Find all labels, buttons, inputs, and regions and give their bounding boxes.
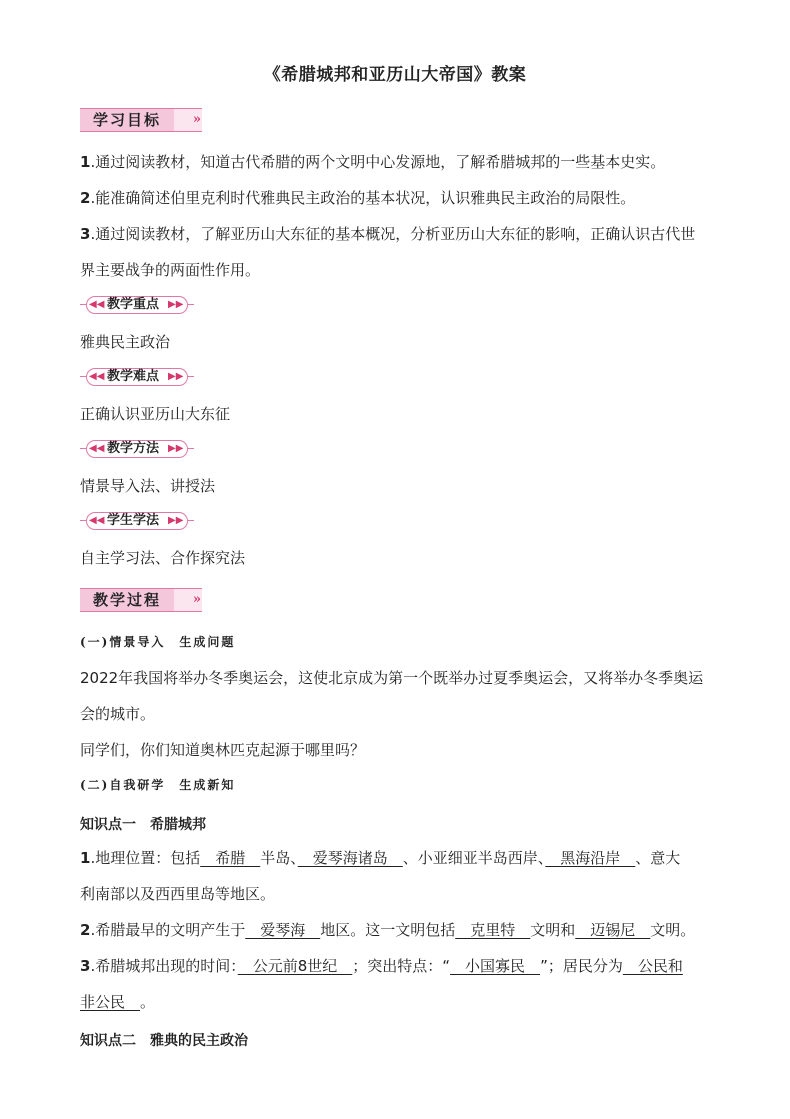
objective-number: 1 — [80, 153, 91, 171]
tag-label: 教学重点 — [107, 297, 160, 312]
item-number: 3 — [80, 957, 91, 975]
text: .希腊最早的文明产生于 — [90, 921, 246, 939]
text: 、意大 — [635, 849, 681, 867]
text: 地区。这一文明包括 — [320, 921, 456, 939]
text: 半岛、 — [260, 849, 298, 867]
blank-answer: 迈锡尼 — [575, 921, 651, 939]
tag-content: 正确认识亚历山大东征 — [80, 405, 231, 423]
tag-key-point — [80, 296, 194, 314]
arrow-left-icon: ◀◀ — [89, 443, 105, 454]
double-chevron-icon: » — [192, 112, 198, 127]
knowledge-point-heading: 知识点一 希腊城邦 — [80, 817, 206, 833]
text: ”；居民分为 — [540, 957, 623, 975]
objective-text: .通过阅读教材，了解亚历山大东征的基本概况，分析亚历山大东征的影响，正确认识古代世 — [90, 225, 696, 243]
blank-answer: 爱琴海诸岛 — [297, 849, 403, 867]
section-header-process — [80, 588, 202, 612]
item-1 — [80, 840, 745, 876]
question: 同学们，你们知道奥林匹克起源于哪里吗？ — [80, 741, 366, 759]
blank-answer: 希腊 — [200, 849, 261, 867]
text: ；突出特点：“ — [352, 957, 451, 975]
blank-answer: 小国寡民 — [450, 957, 541, 975]
text: .地理位置：包括 — [90, 849, 201, 867]
text: 文明和 — [530, 921, 576, 939]
blank-answer: 公民和 — [622, 957, 683, 975]
tag-label: 教学方法 — [107, 441, 160, 456]
arrow-right-icon: ▶▶ — [168, 515, 184, 526]
text: 文明。 — [650, 921, 696, 939]
knowledge-point-heading: 知识点二 雅典的民主政治 — [80, 1033, 248, 1049]
document-title: 《希腊城邦和亚历山大帝国》教案 — [263, 65, 527, 85]
text: 。 — [140, 993, 156, 1011]
item-number: 2 — [80, 921, 91, 939]
tag-student-method — [80, 512, 194, 530]
objective-3 — [80, 216, 745, 252]
tag-label: 教学难点 — [107, 369, 160, 384]
item-3-cont — [80, 984, 745, 1020]
blank-answer: 黑海沿岸 — [545, 849, 636, 867]
section-header-label: 学习目标 — [80, 109, 174, 131]
objective-number: 3 — [80, 225, 91, 243]
subsection-heading: (一)情景导入 生成问题 — [80, 635, 236, 649]
blank-answer: 公元前8世纪 — [237, 957, 353, 975]
objective-text: .能准确简述伯里克利时代雅典民主政治的基本状况，认识雅典民主政治的局限性。 — [90, 189, 636, 207]
tag-difficulty — [80, 368, 194, 386]
blank-answer: 克里特 — [455, 921, 531, 939]
objective-text: .通过阅读教材，知道古代希腊的两个文明中心发源地，了解希腊城邦的一些基本史实。 — [90, 153, 666, 171]
intro-paragraph: 2022年我国将举办冬季奥运会，这使北京成为第一个既举办过夏季奥运会，又将举办冬季奥运 — [80, 669, 704, 687]
blank-answer: 爱琴海 — [245, 921, 321, 939]
subsection-heading: (二)自我研学 生成新知 — [80, 778, 236, 792]
intro-paragraph-cont: 会的城市。 — [80, 705, 156, 723]
objective-2 — [80, 180, 745, 216]
arrow-left-icon: ◀◀ — [89, 299, 105, 310]
section-header-label: 教学过程 — [80, 589, 174, 611]
objective-1 — [80, 144, 745, 180]
item-3 — [80, 948, 745, 984]
double-chevron-icon: » — [192, 592, 198, 607]
blank-answer: 非公民 — [80, 993, 126, 1011]
tag-content: 雅典民主政治 — [80, 333, 171, 351]
objective-number: 2 — [80, 189, 91, 207]
text: .希腊城邦出现的时间： — [90, 957, 238, 975]
tag-method — [80, 440, 194, 458]
item-number: 1 — [80, 849, 91, 867]
section-header-objectives — [80, 108, 202, 132]
arrow-right-icon: ▶▶ — [168, 443, 184, 454]
tag-label: 学生学法 — [107, 513, 160, 528]
text: 、小亚细亚半岛西岸、 — [402, 849, 546, 867]
objective-3-cont — [80, 252, 745, 288]
arrow-right-icon: ▶▶ — [168, 299, 184, 310]
arrow-left-icon: ◀◀ — [89, 515, 105, 526]
arrow-left-icon: ◀◀ — [89, 371, 105, 382]
tag-content: 情景导入法、讲授法 — [80, 477, 216, 495]
arrow-right-icon: ▶▶ — [168, 371, 184, 382]
item-1-cont: 利南部以及西西里岛等地区。 — [80, 885, 276, 903]
blank-answer — [125, 993, 140, 1011]
tag-content: 自主学习法、合作探究法 — [80, 549, 246, 567]
item-2 — [80, 912, 745, 948]
objective-text: 界主要战争的两面性作用。 — [80, 261, 261, 279]
